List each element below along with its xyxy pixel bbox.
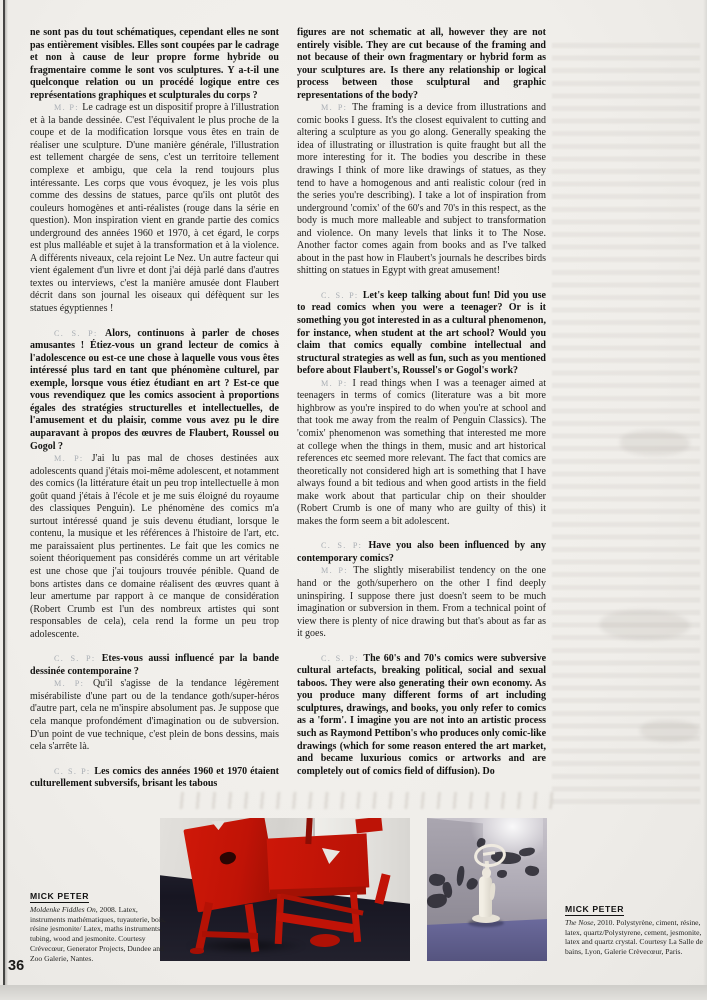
wall-relief bbox=[524, 865, 540, 878]
speaker-label: C. S. P: bbox=[321, 290, 363, 300]
speaker-label: M. P: bbox=[321, 103, 353, 113]
speaker-label: C. S. P: bbox=[321, 653, 364, 663]
scan-edge-right bbox=[703, 0, 707, 985]
showthrough-artifact bbox=[552, 36, 700, 804]
artwork-title: The Nose bbox=[565, 918, 594, 927]
caption-text bbox=[565, 918, 705, 957]
artwork-photo-moldenke-fiddles-on bbox=[160, 818, 410, 961]
caption-left bbox=[30, 886, 166, 963]
showthrough-artifact bbox=[640, 720, 700, 742]
statue-arm bbox=[489, 883, 496, 900]
showthrough-artifact bbox=[620, 430, 690, 456]
interview-question: figures are not schematic at all, however they are not entirely visible. They are cut because of the framing and not because of their own fragmentary or hybrid form as your sculptures are. Is there any relationship or logical process between those sculptural and graphic representations of the body? bbox=[297, 27, 546, 101]
caption-artist-name: MICK PETER bbox=[30, 891, 89, 901]
caption-text bbox=[30, 905, 166, 963]
showthrough-artifact bbox=[168, 792, 560, 809]
red-sculpture-fragment bbox=[355, 818, 382, 833]
scan-edge-left-shadow bbox=[5, 0, 8, 985]
interview-answer: M. P: I read things when I was a teenager aimed at teenagers in terms of comics (literature was a bit more highbrow as you're inspired to do when you're at school and that took me away from the realm of Penguin Classics). The 'comix' phenomenon was something that interested me more at college when the things in them, music and art historical references etc seemed more relevant. The fact that comics are theoretically not considered high art is something that I have always found a bit tedious and when good artists in the field make work about that particular chip on their shoulder (Robert Crumb is one of many who are guilty of this) it makes the form seem a bit adolescent. bbox=[297, 377, 546, 527]
interview-text bbox=[30, 27, 546, 791]
artwork-title: Moldenke Fiddles On bbox=[30, 905, 96, 914]
red-sculpture-board bbox=[267, 833, 370, 892]
text-column-english bbox=[297, 27, 546, 791]
red-sculpture-foot bbox=[190, 948, 204, 954]
speaker-label: C. S. P: bbox=[54, 328, 105, 338]
text-column-french bbox=[30, 27, 279, 791]
speaker-label: C. S. P: bbox=[321, 541, 369, 551]
speaker-label: M. P: bbox=[321, 566, 354, 576]
interview-answer: M. P: Qu'il s'agisse de la tendance légèrement misérabiliste d'une part ou de la tendance goth/super-héros d'autre part, cela ne m'inspire absolument pas. Je suppose que cela manque profondément d'imagination ou de subversion. D'un point de vue technique, c'est plein de bons dessins, mais cela s'arrête là. bbox=[30, 678, 279, 753]
speaker-label: C. S. P: bbox=[54, 766, 95, 776]
speaker-label: M. P: bbox=[54, 679, 93, 689]
red-sculpture-board bbox=[183, 818, 278, 912]
interview-question: C. S. P: Etes-vous aussi influencé par la bande dessinée contemporaine ? bbox=[30, 653, 279, 677]
interview-answer: M. P: The slightly miserabilist tendency on the one hand or the goth/superhero on the other I find deeply uninspiring. I suppose there just doesn't seem to be much imagination or subversion in them. From a technical point of view there is plenty of nice drawing but that's about as far as it goes. bbox=[297, 565, 546, 640]
scan-edge-bottom bbox=[0, 985, 707, 1000]
wall-relief bbox=[497, 870, 507, 878]
artwork-details: , 2008. Latex, instruments mathématiques, tuyauterie, bois, résine jesmonite/ Latex, maths instruments, tubing, wood and jesmonite. Courtesy Crévecœur, Generator Projects, Dundee and Zoo Galerie, Nantes. bbox=[30, 905, 166, 963]
speaker-label: C. S. P: bbox=[54, 654, 102, 664]
interview-answer: M. P: Le cadrage est un dispositif propre à l'illustration et à la bande dessinée. C'est l'équivalent le plus proche de la coupe et de la modification lorsque vous êtes en train de réaliser une sculpture. D'une manière générale, l'illustration est tellement chargée de sens, c'est un territoire tellement complexe et ambigu, que cela la rend toujours plus intéressante. Les corps que vous évoquez, je les vois plus comme des dessins de statues, parce qu'ils ont plutôt des couleurs homogènes et anti-réalistes (rouge dans la série en question). Mon inspiration vient en grande partie des comics underground des années 1960 et 1970, à cet égard, le corps est plus malléable et sujet à la transformation et à la violence. A différents niveaux, cela rejoint Le Nez. Un autre facteur qui vient également d'un livre et dont j'ai déjà parlé dans d'autres textes ou interviews, c'est la manière amusée dont Flaubert décrit dans son journal les oiseaux qui défèquent sur les statues égyptiennes ! bbox=[30, 102, 279, 315]
interview-question: C. S. P: Have you also been influenced by any contemporary comics? bbox=[297, 540, 546, 564]
speaker-label: M. P: bbox=[321, 378, 353, 388]
interview-question: C. S. P: Les comics des années 1960 et 1970 étaient culturellement subversifs, brisant les tabous bbox=[30, 765, 279, 790]
showthrough-artifact bbox=[600, 610, 690, 640]
interview-question: C. S. P: The 60's and 70's comics were subversive cultural artefacts, breaking political, social and sexual taboos. They were also generating their own economy. As you produce many different forms of art including sculptures, drawings, and books, you only refer to comics as a 'form'. I imagine you are not into an artistic process such as Raymond Pettibon's who produces only comic-like drawings (which for some reason entered the art market, and became luxurious comics or artworks and are completely out of comics field of diffusion). Do bbox=[297, 652, 547, 777]
speaker-label: M. P: bbox=[54, 103, 83, 113]
artwork-photo-the-nose bbox=[427, 818, 547, 961]
page-number: 36 bbox=[8, 958, 25, 974]
speaker-label: M. P: bbox=[54, 454, 92, 464]
artwork-details: , 2010. Polystyrène, ciment, résine, latex, quartz/Polystyrene, cement, jesmonite, latex and quartz crystal. Courtesy La Salle de bains, Lyon, Galerie Crèvecœur, Paris. bbox=[565, 918, 703, 957]
interview-question: C. S. P: Let's keep talking about fun! Did you use to read comics when you were a teenager? Or is it something you got interested in as a cultural phenomenon, for instance, when student at the art school? Would you claim that comics equally combine intellectual and structural strategies as well as fun, such as you mentioned before about Flaubert's, Roussel's or Gogol's work? bbox=[297, 289, 547, 377]
interview-question: C. S. P: Alors, continuons à parler de choses amusantes ! Étiez-vous un grand lecteur de comics à l'adolescence ou est-ce une chose à laquelle vous vous êtes intéressé plus tard en tant que phénomène culturel, par exemple, lorsque vous étiez étudiant en art ? Est-ce que vous revendiquez que les comics associent à proportions égales des stratégies structurelles et intellectuelles, de l'amusement et du plaisir, comme vous avez pu le dire auparavant à propos des œuvres de Flaubert, Roussel ou Gogol ? bbox=[30, 327, 279, 452]
caption-artist-name: MICK PETER bbox=[565, 904, 624, 914]
interview-question: ne sont pas du tout schématiques, cependant elles ne sont pas entièrement visibles. Elles sont coupées par le cadrage et non à cause de leur propre forme hybride ou fragmentaire comme le sont vos sculptures. Y a-t-il une quelconque relation ou un procédé logique entre ces représentations graphiques et sculpturales du corps ? bbox=[30, 27, 279, 101]
interview-answer: M. P: J'ai lu pas mal de choses destinées aux adolescents quand j'étais moi-même adolescent, et notamment des comics (la littérature était un peu trop intellectuelle à mon goût quand j'étais à l'école et je me suis éloigné du royaume des classiques Penguin). Le phénomène des comics m'a surtout intéressé quand je suis devenu étudiant, lorsque le contenu, la musique et les références à l'histoire de l'art, etc. me paraissaient plus pertinentes. Le fait que les comics ne soient théoriquement pas considérés comme un art véritable est une chose que j'ai toujours trouvée pénible. Quand de bons artistes dans ce domaine réalisent des œuvres quant à leur amertume par rapport à ce manque de considération (Robert Crumb est l'un des nombreux artistes qui sont responsables de cela), cela rend la forme un peu trop adolescente. bbox=[30, 453, 279, 640]
interview-answer: M. P: The framing is a device from illustrations and comic books I guess. It's the closest equivalent to cutting and altering a sculpture as you go along. Generally speaking the idea of illustrating or illustration is quite fraught but all the more interesting for it. The bodies you describe in these drawings I think of more like drawings of statues, as they tend to have a homogenous and anti realistic colour (red in the series you're describing). I take a lot of inspiration from underground 'comix' of the 60's and 70's in this respect, as the body is much more malleable and subject to transformation and violence. On many levels that links it to The Nose. Another factor comes again from books and as I've talked about in the past how in Flaubert's journals he describes birds shitting on statues in Egypt with great amusement! bbox=[297, 102, 546, 277]
caption-right bbox=[565, 899, 705, 957]
